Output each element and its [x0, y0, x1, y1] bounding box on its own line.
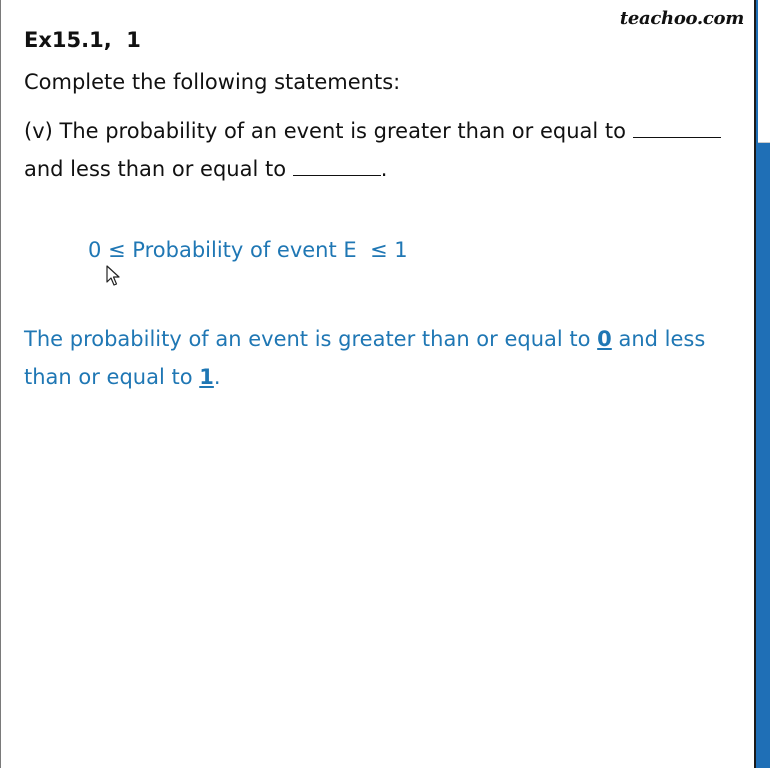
- answer-value-low: 0: [597, 327, 612, 351]
- question-part-1: (v) The probability of an event is greater than or equal to: [24, 119, 626, 143]
- blank-line-1: [633, 117, 721, 138]
- instruction-text: Complete the following statements:: [24, 70, 401, 94]
- answer-text: [24, 320, 724, 396]
- page-left-border: [0, 0, 1, 768]
- question-text: [24, 112, 740, 188]
- inequality-statement: 0 ≤ Probability of event E ≤ 1: [88, 238, 408, 262]
- mouse-pointer-icon: [106, 265, 120, 287]
- answer-end: .: [213, 365, 221, 389]
- question-part-2: and less than or equal to: [24, 157, 287, 181]
- answer-part-1: The probability of an event is greater than or equal to: [24, 327, 598, 351]
- answer-value-high: 1: [199, 365, 214, 389]
- vertical-scrollbar-thumb[interactable]: [758, 0, 770, 143]
- answer-part-2: and less than or equal to: [24, 327, 706, 389]
- exercise-title: Ex15.1, 1: [24, 28, 141, 52]
- teachoo-logo: teachoo.com: [619, 8, 744, 29]
- question-end: .: [380, 157, 388, 181]
- blank-line-2: [293, 155, 381, 176]
